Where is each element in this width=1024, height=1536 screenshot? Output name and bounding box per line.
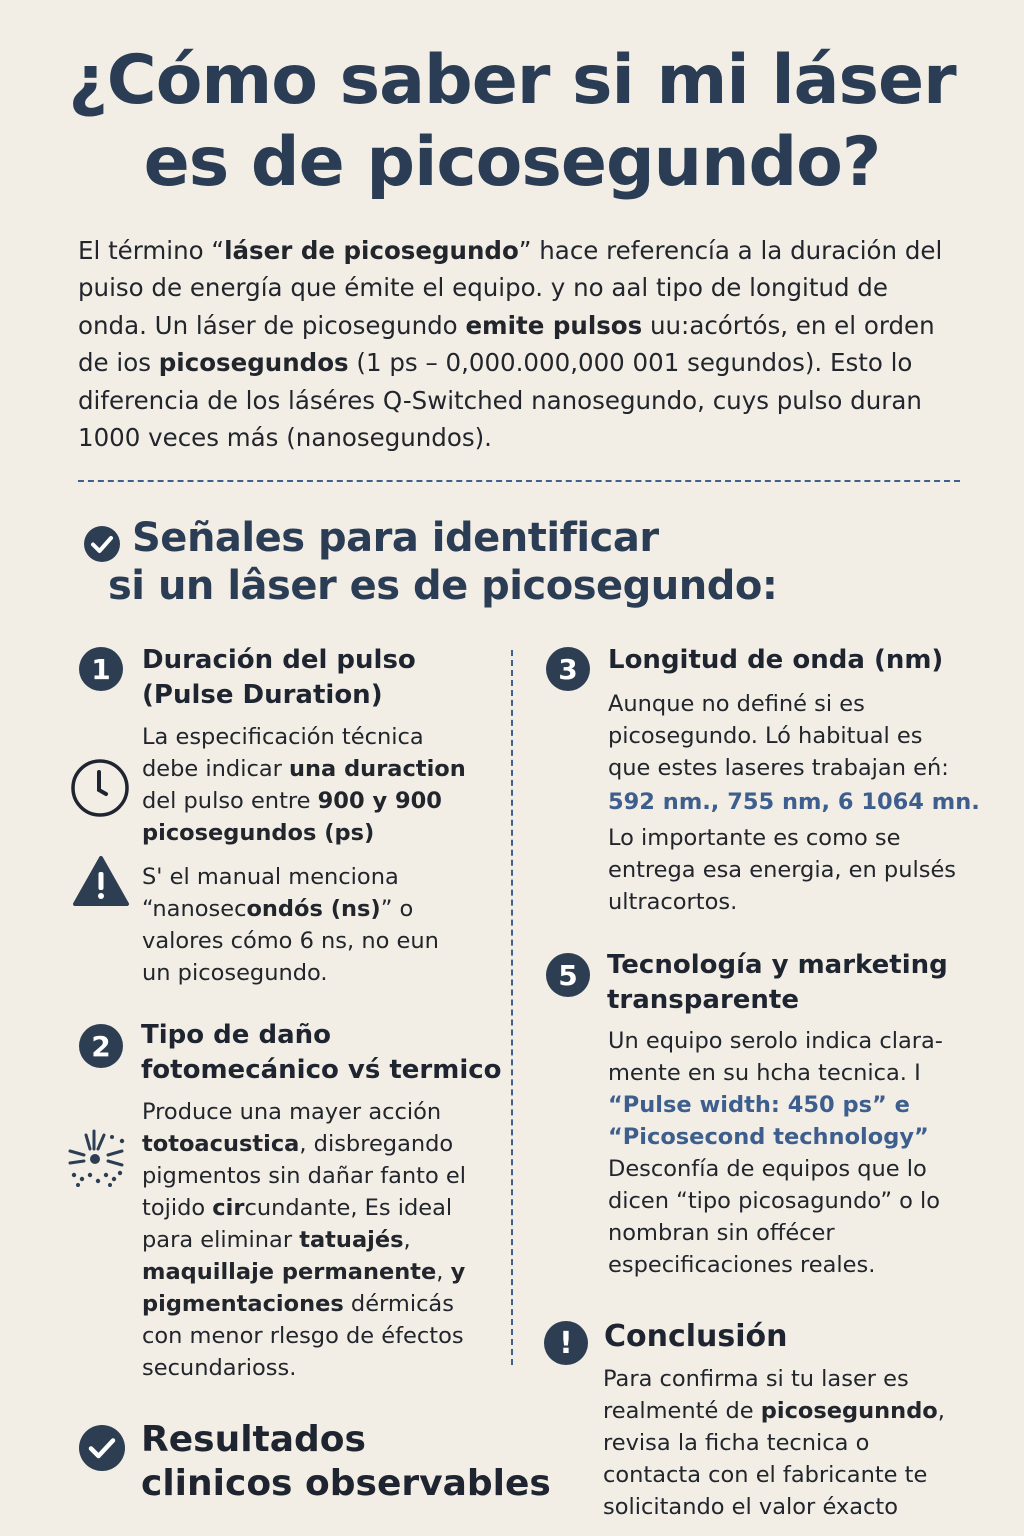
item-5-badge: 5 xyxy=(546,953,590,997)
page-title xyxy=(0,40,1024,204)
item-5-description: Un equipo serolo indica clara- mente en su hcha tecnica. I xyxy=(608,1028,943,1086)
conclusion-exclamation-icon: ! xyxy=(544,1321,588,1365)
section-heading-line-2: si un lâser es de picosegundo: xyxy=(108,563,778,609)
section-heading-line-1: Señales para identificar xyxy=(132,515,659,561)
item-5-quote-1: “Pulse width: 450 ps” e xyxy=(608,1092,910,1118)
item-3-note: Lo importante es como se entrega esa energia, en pulsés ultracortos. xyxy=(608,825,957,915)
title-line-1: ¿Cómo saber si mi láser xyxy=(68,41,956,120)
warning-icon xyxy=(72,855,130,907)
clock-icon xyxy=(70,758,130,818)
title-line-2: es de picosegundo? xyxy=(143,123,881,202)
item-3-wavelengths: 592 nm., 755 nm, 6 1064 mn. xyxy=(608,789,980,815)
item-2-description: Produce una mayer acción totoacustica, disbregando pigmentos sin dañar fanto el tojido circundante, Es ideal para eliminar tatuajés, maquillaje permanente, y pigmentaciones dérmicás con menor rlesgo de éfectos secundarioss. xyxy=(142,1099,467,1381)
item-5-quote-2: “Picosecond technology” xyxy=(608,1124,929,1150)
item-1-warning: S' el manual menciona “nanosecondós (ns)” o valores cómo 6 ns, no eun un picosegundo. xyxy=(142,864,439,986)
results-title: Resultados clinicos observables xyxy=(141,1419,551,1504)
item-3-description: Aunque no definé si es picosegundo. Ló habitual es que estes laseres trabajan eń: xyxy=(608,691,949,781)
column-divider xyxy=(511,650,513,1365)
horizontal-divider xyxy=(78,480,960,482)
item-5-title: Tecnología y marketing transparente xyxy=(607,950,948,1015)
item-1-description: La especificación técnica debe indicar una duraction del pulso entre 900 y 900 picosegundos (ps) xyxy=(142,724,466,846)
particles-icon xyxy=(64,1127,128,1191)
check-circle-icon xyxy=(79,1425,125,1471)
item-1-title: Duración del pulso (Pulse Duration) xyxy=(142,645,416,710)
item-2-title: Tipo de daño fotomecánico vś termico xyxy=(141,1020,502,1085)
conclusion-title: Conclusión xyxy=(604,1319,788,1354)
item-3-title: Longitud de onda (nm) xyxy=(608,645,944,675)
item-1-badge: 1 xyxy=(79,647,123,691)
item-5-warning: Desconfía de equipos que lo dicen “tipo picosagundo” o lo nombran sin offécer especificaciones reales. xyxy=(608,1156,941,1278)
intro-paragraph: El término “láser de picosegundo” hace referencía a la duración del puiso de energía que émite el equipo. y no aal tipo de longitud de onda. Un láser de picosegundo emite pulsos uu:acórtós, en el orden de ios picosegundos (1 ps – 0,000.000,000 001 segundos). Esto lo diferencia de los láséres Q-Switched nanosegundo, cuys pulso duran 1000 veces más (nanosegundos). xyxy=(78,236,943,453)
check-circle-icon xyxy=(84,526,120,562)
conclusion-description: Para confirma si tu laser es realmenté de picosegunndo, revisa la ficha tecnica o contacta con el fabricante te solicitando el valor éxacto xyxy=(603,1366,945,1520)
item-3-badge: 3 xyxy=(546,647,590,691)
item-2-badge: 2 xyxy=(79,1024,123,1068)
